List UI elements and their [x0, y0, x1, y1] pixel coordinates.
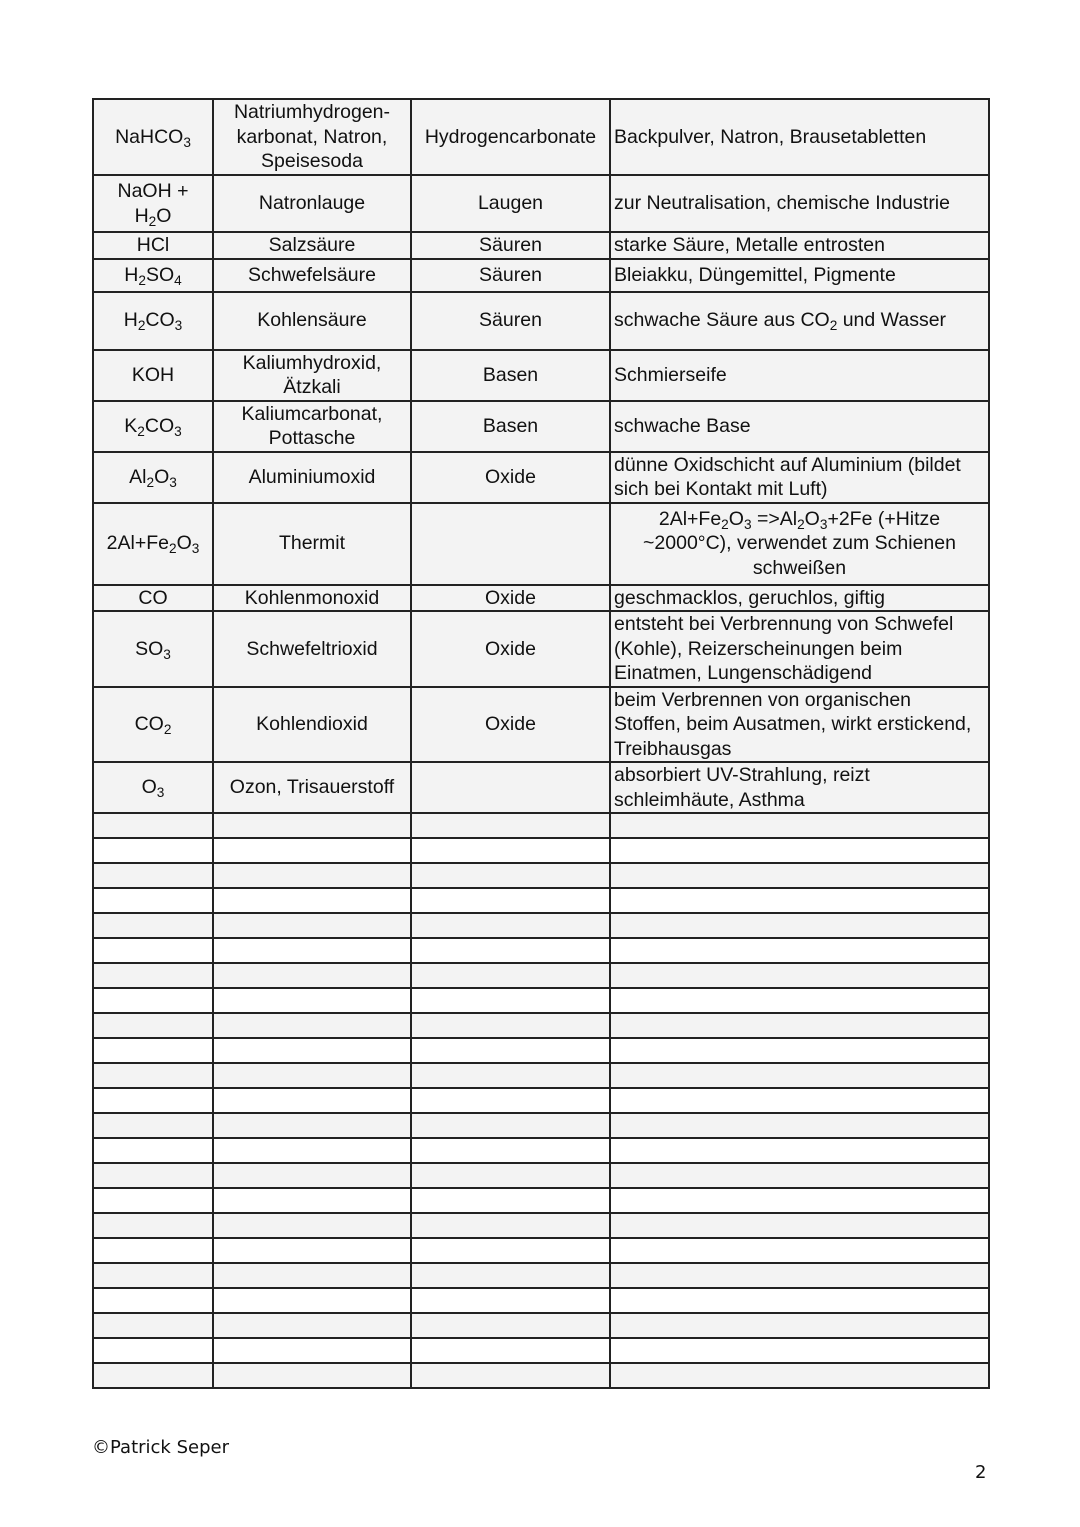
empty-cell	[93, 1313, 213, 1338]
group-cell: Basen	[411, 350, 610, 401]
empty-cell	[93, 988, 213, 1013]
empty-cell	[411, 1338, 610, 1363]
group-cell: Oxide	[411, 585, 610, 612]
name-cell: Schwefeltrioxid	[213, 611, 411, 687]
table-row	[93, 99, 989, 175]
empty-cell	[213, 1163, 411, 1188]
table-row	[93, 762, 989, 813]
empty-cell	[93, 1363, 213, 1388]
empty-cell	[93, 838, 213, 863]
name-cell: Kohlendioxid	[213, 687, 411, 763]
empty-cell	[610, 913, 989, 938]
empty-table-row	[93, 988, 989, 1013]
empty-cell	[411, 938, 610, 963]
formula-cell: NaHCO$_3$	[93, 99, 213, 175]
formula-cell: $O_3$	[93, 762, 213, 813]
empty-table-row	[93, 1038, 989, 1063]
empty-table-row	[93, 863, 989, 888]
table-row	[93, 611, 989, 687]
formula-cell: NaOH + $H_2O$	[93, 175, 213, 232]
empty-table-row	[93, 1063, 989, 1088]
empty-cell	[213, 1088, 411, 1113]
empty-cell	[610, 1113, 989, 1138]
group-cell: Oxide	[411, 452, 610, 503]
empty-cell	[93, 963, 213, 988]
empty-table-row	[93, 1288, 989, 1313]
empty-cell	[213, 1038, 411, 1063]
empty-cell	[411, 1313, 610, 1338]
empty-cell	[213, 1213, 411, 1238]
formula-cell: HCl	[93, 232, 213, 259]
empty-cell	[93, 913, 213, 938]
empty-cell	[610, 813, 989, 838]
empty-table-row	[93, 1013, 989, 1038]
empty-cell	[213, 1363, 411, 1388]
use-cell: dünne Oxidschicht auf Aluminium (bildet sich bei Kontakt mit Luft)	[610, 452, 989, 503]
name-cell: Kaliumhydroxid, Ätzkali	[213, 350, 411, 401]
group-cell: Basen	[411, 401, 610, 452]
empty-cell	[213, 1338, 411, 1363]
empty-cell	[610, 988, 989, 1013]
empty-cell	[411, 913, 610, 938]
use-cell: schwache Säure aus $CO_2$ und Wasser	[610, 292, 989, 350]
empty-cell	[610, 838, 989, 863]
group-cell: Oxide	[411, 687, 610, 763]
empty-cell	[610, 1263, 989, 1288]
empty-cell	[411, 1363, 610, 1388]
empty-cell	[411, 1113, 610, 1138]
empty-cell	[213, 1313, 411, 1338]
group-cell: Hydrogencarbonate	[411, 99, 610, 175]
group-cell: Laugen	[411, 175, 610, 232]
name-cell: Kohlensäure	[213, 292, 411, 350]
use-cell: Bleiakku, Düngemittel, Pigmente	[610, 259, 989, 292]
empty-cell	[213, 1288, 411, 1313]
empty-table-row	[93, 838, 989, 863]
empty-cell	[610, 1088, 989, 1113]
empty-table-row	[93, 1263, 989, 1288]
empty-cell	[610, 1063, 989, 1088]
empty-cell	[610, 1338, 989, 1363]
empty-cell	[411, 1138, 610, 1163]
use-cell: absorbiert UV-Strahlung, reizt schleimhäute, Asthma	[610, 762, 989, 813]
empty-cell	[610, 1238, 989, 1263]
page-number: 2	[975, 1462, 987, 1483]
table-body	[93, 99, 989, 1388]
empty-cell	[411, 1238, 610, 1263]
empty-cell	[411, 1038, 610, 1063]
table-row	[93, 232, 989, 259]
formula-cell: KOH	[93, 350, 213, 401]
empty-cell	[213, 863, 411, 888]
table-row	[93, 350, 989, 401]
empty-cell	[213, 1063, 411, 1088]
empty-cell	[610, 888, 989, 913]
empty-table-row	[93, 1088, 989, 1113]
table-row	[93, 687, 989, 763]
group-cell	[411, 503, 610, 585]
empty-cell	[610, 1163, 989, 1188]
name-cell: Kohlenmonoxid	[213, 585, 411, 612]
empty-table-row	[93, 1313, 989, 1338]
group-cell: Säuren	[411, 232, 610, 259]
empty-cell	[411, 1013, 610, 1038]
empty-table-row	[93, 938, 989, 963]
empty-cell	[610, 1313, 989, 1338]
empty-cell	[213, 1188, 411, 1213]
empty-cell	[411, 1288, 610, 1313]
empty-cell	[411, 1063, 610, 1088]
empty-cell	[411, 1213, 610, 1238]
empty-cell	[93, 1138, 213, 1163]
use-cell: $2Al+Fe_2O_3 =>Al_2O_3+2Fe$ (+Hitze ~2000°C), verwendet zum Schienen schweißen	[610, 503, 989, 585]
use-cell: starke Säure, Metalle entrosten	[610, 232, 989, 259]
use-cell: beim Verbrennen von organischen Stoffen, beim Ausatmen, wirkt erstickend, Treibhausgas	[610, 687, 989, 763]
empty-cell	[93, 1013, 213, 1038]
copyright-text: ©Patrick Seper	[92, 1437, 229, 1458]
empty-table-row	[93, 1163, 989, 1188]
empty-cell	[213, 1113, 411, 1138]
empty-cell	[411, 1088, 610, 1113]
empty-cell	[213, 813, 411, 838]
empty-cell	[93, 1063, 213, 1088]
empty-table-row	[93, 1113, 989, 1138]
empty-cell	[411, 963, 610, 988]
empty-table-row	[93, 813, 989, 838]
empty-cell	[93, 1088, 213, 1113]
group-cell: Säuren	[411, 292, 610, 350]
empty-cell	[93, 1038, 213, 1063]
table-row	[93, 175, 989, 232]
empty-cell	[93, 813, 213, 838]
empty-cell	[610, 1013, 989, 1038]
table-row	[93, 292, 989, 350]
name-cell: Natriumhydrogen- karbonat, Natron, Speisesoda	[213, 99, 411, 175]
table-row	[93, 401, 989, 452]
name-cell: Kaliumcarbonat, Pottasche	[213, 401, 411, 452]
empty-table-row	[93, 1213, 989, 1238]
empty-cell	[610, 938, 989, 963]
empty-cell	[93, 1213, 213, 1238]
formula-cell: $2Al+Fe_2O_3$	[93, 503, 213, 585]
empty-table-row	[93, 1138, 989, 1163]
empty-cell	[610, 863, 989, 888]
empty-cell	[93, 1163, 213, 1188]
empty-cell	[93, 888, 213, 913]
use-cell: zur Neutralisation, chemische Industrie	[610, 175, 989, 232]
table-row	[93, 585, 989, 612]
empty-cell	[93, 1188, 213, 1213]
empty-cell	[213, 1263, 411, 1288]
empty-table-row	[93, 963, 989, 988]
group-cell: Oxide	[411, 611, 610, 687]
empty-cell	[411, 888, 610, 913]
empty-table-row	[93, 888, 989, 913]
empty-cell	[411, 1188, 610, 1213]
name-cell: Salzsäure	[213, 232, 411, 259]
empty-cell	[610, 1038, 989, 1063]
formula-cell: $CO_2$	[93, 687, 213, 763]
empty-cell	[610, 1288, 989, 1313]
empty-table-row	[93, 1238, 989, 1263]
name-cell: Aluminiumoxid	[213, 452, 411, 503]
use-cell: entsteht bei Verbrennung von Schwefel (Kohle), Reizerscheinungen beim Einatmen, Lungenschädigend	[610, 611, 989, 687]
empty-table-row	[93, 1363, 989, 1388]
formula-cell: $H_2CO_3$	[93, 292, 213, 350]
formula-cell: CO	[93, 585, 213, 612]
empty-cell	[93, 863, 213, 888]
formula-cell: $H_2SO_4$	[93, 259, 213, 292]
name-cell: Schwefelsäure	[213, 259, 411, 292]
empty-cell	[213, 913, 411, 938]
use-cell: Schmierseife	[610, 350, 989, 401]
empty-cell	[213, 938, 411, 963]
use-cell: geschmacklos, geruchlos, giftig	[610, 585, 989, 612]
group-cell: Säuren	[411, 259, 610, 292]
use-cell: Backpulver, Natron, Brausetabletten	[610, 99, 989, 175]
name-cell: Thermit	[213, 503, 411, 585]
table-row	[93, 503, 989, 585]
empty-cell	[93, 1288, 213, 1313]
empty-cell	[213, 963, 411, 988]
chemistry-table	[92, 98, 990, 1389]
table-row	[93, 452, 989, 503]
empty-cell	[610, 1363, 989, 1388]
formula-cell: $Al_2O_3$	[93, 452, 213, 503]
empty-table-row	[93, 913, 989, 938]
empty-cell	[213, 888, 411, 913]
formula-cell: $K_2CO_3$	[93, 401, 213, 452]
name-cell: Ozon, Trisauerstoff	[213, 762, 411, 813]
empty-cell	[93, 938, 213, 963]
empty-cell	[411, 988, 610, 1013]
empty-cell	[213, 1138, 411, 1163]
group-cell	[411, 762, 610, 813]
empty-table-row	[93, 1338, 989, 1363]
empty-cell	[213, 988, 411, 1013]
empty-cell	[610, 1138, 989, 1163]
empty-cell	[93, 1238, 213, 1263]
empty-cell	[610, 1213, 989, 1238]
formula-cell: $SO_3$	[93, 611, 213, 687]
empty-cell	[610, 1188, 989, 1213]
use-cell: schwache Base	[610, 401, 989, 452]
empty-cell	[213, 1013, 411, 1038]
table-row	[93, 259, 989, 292]
empty-cell	[93, 1338, 213, 1363]
name-cell: Natronlauge	[213, 175, 411, 232]
empty-cell	[213, 1238, 411, 1263]
empty-cell	[610, 963, 989, 988]
empty-cell	[93, 1263, 213, 1288]
empty-cell	[411, 838, 610, 863]
empty-cell	[411, 1263, 610, 1288]
empty-cell	[411, 813, 610, 838]
empty-cell	[411, 1163, 610, 1188]
empty-cell	[93, 1113, 213, 1138]
empty-table-row	[93, 1188, 989, 1213]
empty-cell	[213, 838, 411, 863]
empty-cell	[411, 863, 610, 888]
